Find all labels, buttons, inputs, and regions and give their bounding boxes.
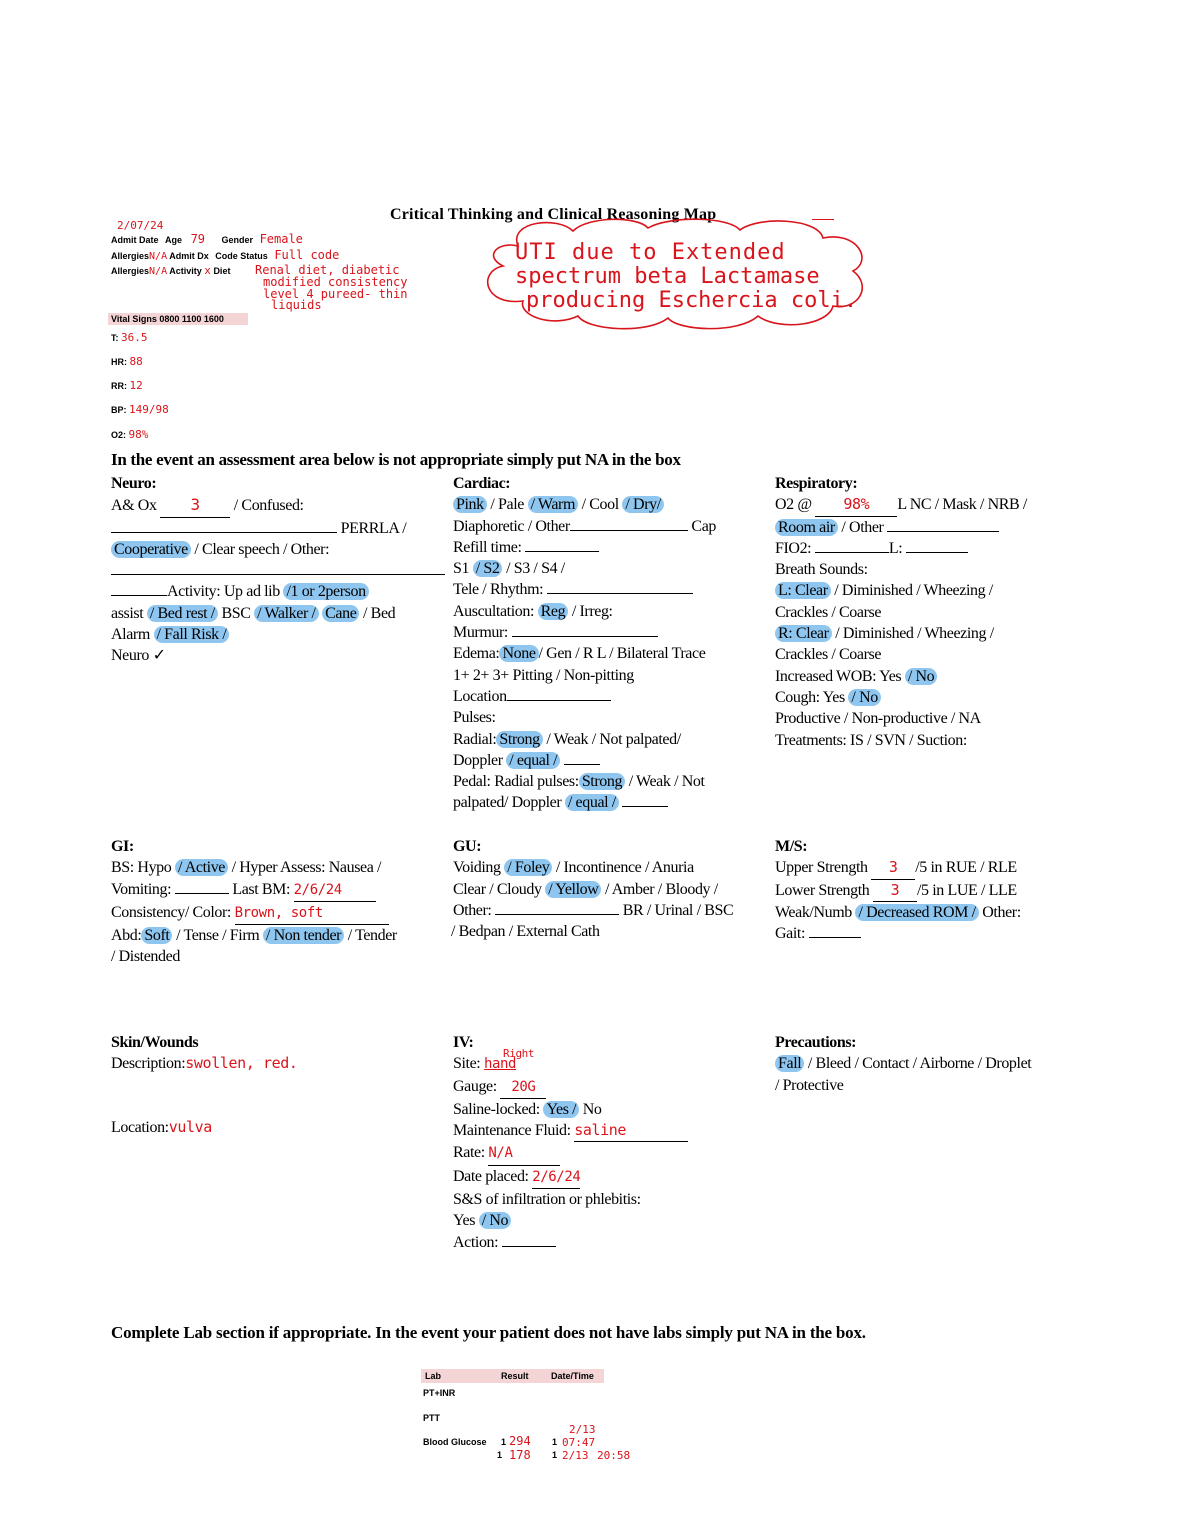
lab-notice: Complete Lab section if appropriate. In the event your patient does not have labs simply put NA in the box. xyxy=(111,1323,866,1342)
vital-o2 xyxy=(111,428,148,441)
iv-header: IV: xyxy=(453,1034,474,1051)
o2-value: 98% xyxy=(843,495,870,514)
lab-table-header xyxy=(421,1369,604,1383)
cough-no-option[interactable]: / No xyxy=(848,689,880,706)
skin-location-value: vulva xyxy=(168,1117,212,1136)
gauge-value: 20G xyxy=(511,1078,536,1095)
gi-section xyxy=(111,836,456,968)
foley-option[interactable]: / Foley xyxy=(504,859,552,876)
neuro-blank-row xyxy=(111,560,451,581)
iv-ss-options xyxy=(453,1210,773,1231)
active-option[interactable]: / Active xyxy=(175,859,228,876)
skin-header: Skin/Wounds xyxy=(111,1034,199,1051)
respiratory-header: Respiratory: xyxy=(775,475,858,492)
assessment-notice: In the event an assessment area below is not appropriate simply put NA in the box xyxy=(111,450,681,469)
reg-option[interactable]: Reg xyxy=(538,603,569,620)
bg-result-2: 178 xyxy=(509,1448,531,1462)
iv-saline-row xyxy=(453,1099,773,1120)
skin-description-row xyxy=(111,1053,441,1074)
doppler-label: Doppler xyxy=(453,751,503,769)
precautions-header: Precautions: xyxy=(775,1034,857,1051)
pale-label: / Pale xyxy=(490,496,524,514)
weak-numb-label: Weak/Numb xyxy=(775,903,852,921)
bg-mark-3: 1 xyxy=(497,1450,503,1460)
skin-location-row xyxy=(111,1117,441,1138)
alarm-label: Alarm xyxy=(111,626,150,644)
cardiac-doppler-row xyxy=(453,750,773,771)
diagnosis-line-1: UTI due to Extended xyxy=(515,240,786,265)
lab-row-ptt: PTT xyxy=(423,1413,440,1423)
resp-room-air-row xyxy=(775,517,1095,538)
radial-strong-option[interactable]: Strong xyxy=(496,731,542,748)
edema-none-option[interactable]: None xyxy=(499,645,538,662)
cardiac-section xyxy=(453,473,773,814)
site-value-2: hand xyxy=(483,1056,517,1073)
ss-yes-label: Yes xyxy=(453,1212,476,1230)
perrla-label: PERRLA / xyxy=(340,519,407,537)
irreg-label: / Irreg: xyxy=(571,602,613,620)
neuro-perrla-row xyxy=(111,518,451,539)
gi-vomiting-row xyxy=(111,879,456,902)
resp-breath-sounds: Breath Sounds: xyxy=(775,561,868,579)
vital-bp-value: 149/98 xyxy=(129,403,169,416)
s2-option[interactable]: / S2 xyxy=(473,560,503,577)
bg-date-2: 2/13 xyxy=(562,1449,589,1462)
resp-left-row xyxy=(775,580,1095,601)
date-placed-value: 2/6/24 xyxy=(532,1168,581,1185)
pedal-rest-label: / Weak / Not xyxy=(628,773,705,791)
age-label: Age xyxy=(165,235,183,245)
code-status-value: Full code xyxy=(274,248,340,262)
cardiac-pedal-row xyxy=(453,771,773,792)
vital-rr-label: RR: xyxy=(111,381,127,391)
saline-yes-option[interactable]: Yes / xyxy=(543,1101,579,1118)
fall-risk-option[interactable]: / Fall Risk / xyxy=(154,626,230,643)
vomiting-label: Vomiting: xyxy=(111,880,172,898)
radial-label: Radial: xyxy=(453,730,497,748)
site-label: Site: xyxy=(453,1055,481,1073)
gi-header: GI: xyxy=(111,838,134,855)
upper-rest-label: /5 in RUE / RLE xyxy=(915,859,1017,877)
description-value: swollen, red. xyxy=(185,1054,298,1073)
cap-label: Cap xyxy=(691,517,716,535)
gu-bedpan-row: / Bedpan / External Cath xyxy=(451,923,600,941)
diagnosis-line-2: spectrum beta Lactamase xyxy=(515,264,820,289)
maintenance-label: Maintenance Fluid: xyxy=(453,1122,571,1140)
saline-label: Saline-locked: xyxy=(453,1100,540,1118)
auscultation-label: Auscultation: xyxy=(453,602,535,620)
admit-date-label: Admit Date xyxy=(111,235,159,245)
lab-table xyxy=(421,1369,631,1462)
l-label: L: xyxy=(888,539,903,557)
bs-label: BS: Hypo xyxy=(111,859,172,877)
lab-col-datetime: Date/Time xyxy=(551,1371,594,1381)
nontender-option[interactable]: / Non tender xyxy=(263,927,344,944)
cool-label: / Cool xyxy=(581,496,619,514)
allergies-value-2: N/A xyxy=(149,266,168,277)
skin-location-label: Location: xyxy=(111,1118,169,1136)
location-label: Location xyxy=(453,687,507,705)
resp-crackles-2: Crackles / Coarse xyxy=(775,646,882,664)
ms-weak-row xyxy=(775,902,1095,923)
lab-row-ptinr: PT+INR xyxy=(423,1388,456,1398)
neuro-ax-row xyxy=(111,494,451,517)
precautions-section xyxy=(775,1032,1095,1096)
cardiac-murmur-row xyxy=(453,622,773,643)
activity-label: Activity xyxy=(169,266,202,276)
confused-label: / Confused: xyxy=(233,497,304,515)
vital-bp xyxy=(111,403,169,416)
action-label: Action: xyxy=(453,1233,499,1251)
precautions-rest-label: / Bleed / Contact / Airborne / Droplet xyxy=(807,1055,1032,1073)
ms-lower-row xyxy=(775,880,1095,902)
refill-label: Refill time: xyxy=(453,538,522,556)
ss-no-option[interactable]: / No xyxy=(479,1212,511,1229)
diet-label: Diet xyxy=(213,266,231,276)
fall-option[interactable]: Fall xyxy=(775,1055,804,1072)
s3s4-label: / S3 / S4 / xyxy=(506,560,565,578)
edema-rest-label: / Gen / R L / Bilateral Trace xyxy=(538,645,706,663)
gender-value: Female xyxy=(259,232,303,246)
cardiac-header: Cardiac: xyxy=(453,475,511,492)
ms-upper-row xyxy=(775,857,1095,879)
lab-row-blood-glucose: Blood Glucose xyxy=(423,1437,487,1447)
gi-abd-row xyxy=(111,925,456,946)
fio2-label: FIO2: xyxy=(775,539,812,557)
ms-header: M/S: xyxy=(775,838,808,855)
bed-label: / Bed xyxy=(363,604,396,622)
bg-time-2: 20:58 xyxy=(597,1449,631,1462)
skin-section xyxy=(111,1032,441,1138)
vital-hr-label: HR: xyxy=(111,357,127,367)
resp-right-row xyxy=(775,623,1095,644)
activity-value: x xyxy=(204,264,211,277)
left-rest-label: / Diminished / Wheezing / xyxy=(834,582,993,600)
consistency-label: Consistency/ Color: xyxy=(111,903,231,921)
bg-date-1: 2/13 xyxy=(569,1423,596,1436)
lower-strength-label: Lower Strength xyxy=(775,881,870,899)
resp-other-label: / Other xyxy=(841,518,884,536)
soft-option[interactable]: Soft xyxy=(141,927,172,944)
vital-o2-label: O2: xyxy=(111,430,127,440)
diagnosis-line-3: producing Eschercia coli. xyxy=(526,288,858,313)
vital-t-label: T: xyxy=(111,333,119,343)
yellow-option[interactable]: / Yellow xyxy=(545,881,601,898)
admit-dx-label: Admit Dx xyxy=(169,251,209,261)
iv-section xyxy=(453,1032,773,1253)
neuro-assist-row xyxy=(111,603,451,624)
allergies-row-1 xyxy=(111,248,339,262)
lower-rest-label: /5 in LUE / LLE xyxy=(917,881,1017,899)
upper-strength-value: 3 xyxy=(888,858,898,877)
vital-bp-label: BP: xyxy=(111,405,127,415)
cardiac-refill-row xyxy=(453,537,773,558)
vital-rr xyxy=(111,379,143,392)
iv-rate-row xyxy=(453,1142,773,1165)
allergies-label-1: Allergies xyxy=(111,251,150,261)
allergies-row-2 xyxy=(111,264,230,277)
precautions-row xyxy=(775,1053,1095,1074)
right-rest-label: / Diminished / Wheezing / xyxy=(835,625,994,643)
last-bm-value: 2/6/24 xyxy=(293,881,342,898)
vital-hr xyxy=(111,355,143,368)
iv-site-row xyxy=(453,1047,773,1075)
bg-mark-4: 1 xyxy=(552,1450,558,1460)
murmur-label: Murmur: xyxy=(453,624,508,642)
rate-value: N/A xyxy=(488,1145,513,1162)
cardiac-auscultation-row xyxy=(453,601,773,622)
dry-option[interactable]: / Dry/ xyxy=(622,496,663,513)
iv-gauge-row xyxy=(453,1076,773,1099)
hyper-label: / Hyper Assess: Nausea / xyxy=(231,859,382,877)
resp-cough-row xyxy=(775,687,1095,708)
description-label: Description: xyxy=(111,1055,186,1073)
palpated-label: palpated/ Doppler xyxy=(453,794,562,812)
diaphoretic-label: Diaphoretic / Other xyxy=(453,517,570,535)
cardiac-heart-sounds-row xyxy=(453,558,773,579)
resp-fio2-row xyxy=(775,538,1095,559)
amber-label: / Amber / Bloody / xyxy=(605,880,718,898)
vital-rr-value: 12 xyxy=(129,379,143,392)
iv-action-row xyxy=(453,1232,773,1253)
admit-row xyxy=(111,232,303,246)
pedal-equal-option[interactable]: / equal / xyxy=(565,794,619,811)
gauge-label: Gauge: xyxy=(453,1077,497,1095)
o2-rest-label: L NC / Mask / NRB / xyxy=(897,496,1027,514)
gait-label: Gait: xyxy=(775,925,805,943)
gi-consistency-row xyxy=(111,902,456,925)
cooperative-option[interactable]: Cooperative xyxy=(111,541,191,558)
resp-treatments: Treatments: IS / SVN / Suction: xyxy=(775,731,967,749)
iv-date-row xyxy=(453,1166,773,1189)
bg-result-1: 294 xyxy=(509,1434,531,1448)
resp-productive: Productive / Non-productive / NA xyxy=(775,710,981,728)
gi-bs-row xyxy=(111,857,456,878)
voiding-label: Voiding xyxy=(453,859,501,877)
decreased-rom-option[interactable]: / Decreased ROM / xyxy=(855,904,978,921)
gu-section xyxy=(453,836,778,942)
ax-label: A& Ox xyxy=(111,497,157,515)
vitals-header-label: Vital Signs 0800 1100 1600 xyxy=(108,313,248,325)
one-two-person-option[interactable]: /1 or 2person xyxy=(283,583,368,600)
room-air-option[interactable]: Room air xyxy=(775,519,838,536)
incontinence-label: / Incontinence / Anuria xyxy=(555,859,694,877)
activity-label-text: Activity: Up ad lib xyxy=(167,583,280,601)
clear-cloudy-label: Clear / Cloudy xyxy=(453,880,542,898)
gender-label: Gender xyxy=(221,235,254,245)
saline-no-label: No xyxy=(582,1100,602,1118)
bg-time-1: 07:47 xyxy=(562,1436,596,1449)
upper-strength-label: Upper Strength xyxy=(775,859,868,877)
cane-option[interactable]: Cane xyxy=(322,605,359,622)
iv-maint-row xyxy=(453,1120,773,1142)
diet-line-1: Renal diet, diabetic xyxy=(255,263,400,277)
abd-label: Abd: xyxy=(111,927,142,945)
code-status-label: Code Status xyxy=(215,251,268,261)
age-value: 79 xyxy=(190,232,206,246)
vitals-header xyxy=(108,313,248,325)
last-bm-label: Last BM: xyxy=(232,880,291,898)
bed-rest-option[interactable]: / Bed rest / xyxy=(147,605,218,622)
allergies-label-2: Allergies xyxy=(111,266,150,276)
assist-label: assist xyxy=(111,604,144,622)
lab-col-lab: Lab xyxy=(425,1371,442,1381)
cardiac-pulses-row: Pulses: xyxy=(453,709,496,727)
resp-crackles-1: Crackles / Coarse xyxy=(775,603,882,621)
bg-mark-2: 1 xyxy=(552,1437,558,1447)
neuro-alarm-row xyxy=(111,624,451,645)
date-written: 2/07/24 xyxy=(117,219,164,232)
pedal-strong-option[interactable]: Strong xyxy=(579,773,625,790)
doppler-equal-option[interactable]: / equal / xyxy=(506,752,560,769)
cardiac-pitting-row: 1+ 2+ 3+ Pitting / Non-pitting xyxy=(453,666,634,684)
resp-o2-row xyxy=(775,494,1095,516)
tense-label: / Tense / Firm xyxy=(176,927,260,945)
lab-col-result: Result xyxy=(501,1371,529,1381)
bsc-label: BSC xyxy=(221,604,251,622)
left-clear-option[interactable]: L: Clear xyxy=(775,582,831,599)
consistency-value: Brown, soft xyxy=(234,904,323,921)
radial-rest-label: / Weak / Not palpated/ xyxy=(546,730,681,748)
right-clear-option[interactable]: R: Clear xyxy=(775,625,832,642)
cardiac-palpated-row xyxy=(453,792,773,813)
ax-value: 3 xyxy=(190,495,200,515)
resp-wob-row xyxy=(775,666,1095,687)
diet-line-3: level 4 pureed- thin xyxy=(263,287,408,301)
precautions-protective: / Protective xyxy=(775,1076,844,1094)
br-label: BR / Urinal / BSC xyxy=(622,901,734,919)
vital-o2-value: 98% xyxy=(128,428,149,441)
diet-line-2: modified consistency xyxy=(263,275,408,289)
walker-option[interactable]: / Walker / xyxy=(254,605,318,622)
wob-label: Increased WOB: Yes xyxy=(775,667,902,685)
page-title: Critical Thinking and Clinical Reasoning Map xyxy=(390,206,717,223)
gi-distended: / Distended xyxy=(111,948,180,966)
cardiac-skin-row xyxy=(453,494,773,515)
neuro-coop-row xyxy=(111,539,451,560)
ms-other-label: Other: xyxy=(982,903,1021,921)
bg-mark-1: 1 xyxy=(501,1437,507,1447)
neuro-section xyxy=(111,473,451,667)
gu-voiding-row xyxy=(453,857,778,878)
cardiac-location-row xyxy=(453,686,773,707)
iv-ss-row: S&S of infiltration or phlebitis: xyxy=(453,1191,641,1209)
vital-t-value: 36.5 xyxy=(121,331,148,344)
ms-section xyxy=(775,836,1095,944)
s1-label: S1 xyxy=(453,560,470,578)
clear-speech-label: / Clear speech / Other: xyxy=(194,540,330,558)
gu-other-row xyxy=(453,900,778,921)
vital-t xyxy=(111,331,148,344)
cardiac-radial-row xyxy=(453,729,773,750)
respiratory-section xyxy=(775,473,1095,751)
cardiac-edema-row xyxy=(453,643,773,664)
maintenance-value: saline xyxy=(574,1121,627,1140)
warm-option[interactable]: / Warm xyxy=(528,496,578,513)
pedal-label: Pedal: Radial pulses: xyxy=(453,773,579,791)
neuro-header: Neuro: xyxy=(111,475,157,492)
wob-no-option[interactable]: / No xyxy=(905,668,937,685)
allergies-value-1: N/A xyxy=(149,251,168,262)
cardiac-diaphoretic-row xyxy=(453,516,773,537)
gu-header: GU: xyxy=(453,838,482,855)
edema-label: Edema: xyxy=(453,645,500,663)
rate-label: Rate: xyxy=(453,1144,485,1162)
date-placed-label: Date placed: xyxy=(453,1167,529,1185)
o2-label: O2 @ xyxy=(775,496,812,514)
pink-option[interactable]: Pink xyxy=(453,496,487,513)
neuro-check: Neuro ✓ xyxy=(111,647,166,665)
gu-other-label: Other: xyxy=(453,901,492,919)
diet-line-4: liquids xyxy=(271,298,322,312)
cough-label: Cough: Yes xyxy=(775,688,845,706)
cardiac-tele-row xyxy=(453,579,773,600)
neuro-activity-row xyxy=(111,581,451,602)
gu-clear-row xyxy=(453,879,778,900)
lower-strength-value: 3 xyxy=(890,880,900,899)
ms-gait-row xyxy=(775,923,1095,944)
site-value-1: Right xyxy=(503,1047,535,1061)
tender-label: / Tender xyxy=(347,927,397,945)
vital-hr-value: 88 xyxy=(129,355,143,368)
tele-label: Tele / Rhythm: xyxy=(453,581,544,599)
